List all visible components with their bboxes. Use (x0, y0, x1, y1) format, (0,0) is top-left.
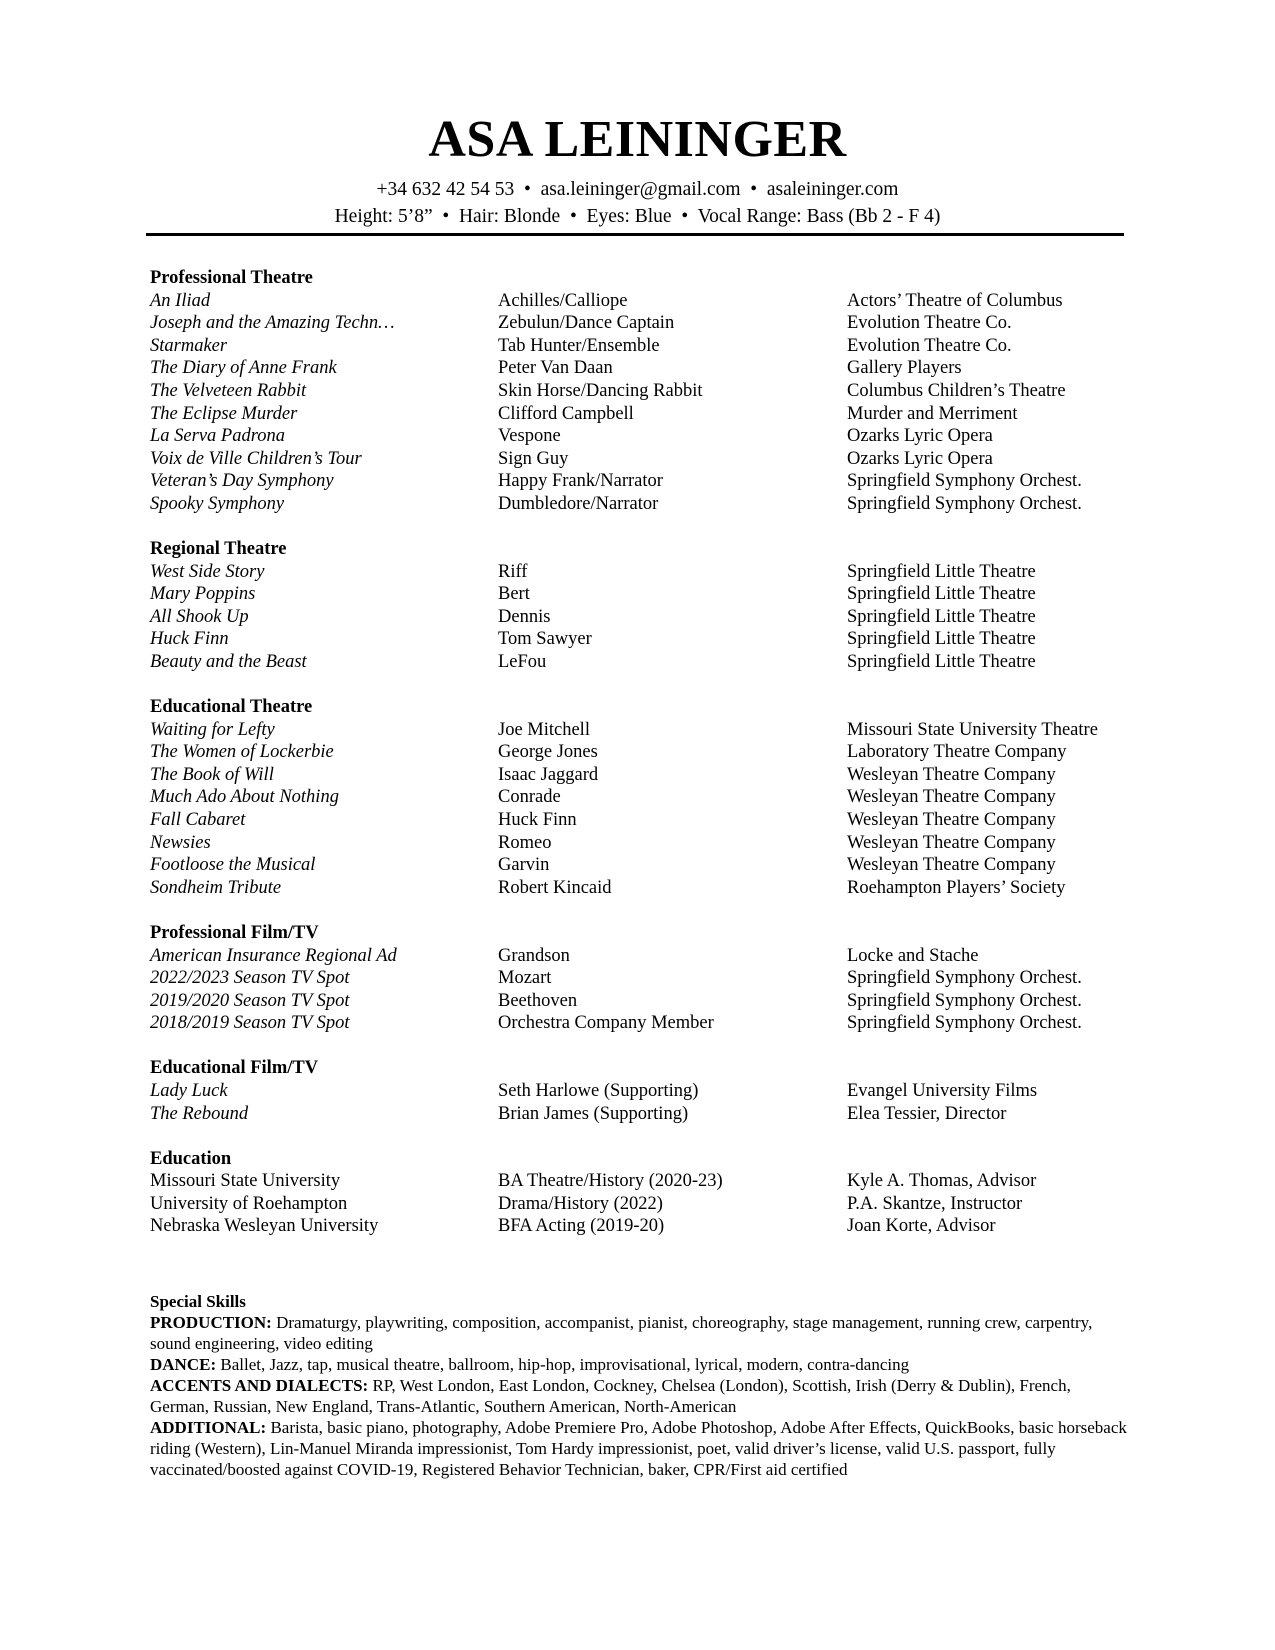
credit-role: George Jones (498, 742, 598, 763)
credit-company: Evangel University Films (847, 1081, 1038, 1101)
vocal-range-stat: Vocal Range: Bass (Bb 2 - F 4) (697, 206, 941, 227)
credit-company: P.A. Skantze, Instructor (847, 1193, 1023, 1214)
credit-section (150, 696, 1130, 899)
skill-label: ADDITIONAL: (150, 1418, 267, 1437)
credit-section (150, 267, 1130, 516)
stats-line (0, 205, 1275, 229)
section-title: Educational Film/TV (150, 1058, 319, 1079)
skill-paragraph (150, 1312, 1130, 1354)
credit-row (150, 448, 1130, 471)
credit-row (150, 357, 1130, 380)
credit-title: The Velveteen Rabbit (150, 380, 307, 401)
credit-title: Joseph and the Amazing Techn… (150, 313, 395, 334)
credit-row (150, 425, 1130, 448)
credit-title: The Diary of Anne Frank (150, 358, 337, 379)
skill-label: ACCENTS AND DIALECTS: (150, 1376, 369, 1395)
credit-title: La Serva Padrona (150, 426, 285, 447)
credit-role: Orchestra Company Member (498, 1013, 714, 1034)
credit-title: Beauty and the Beast (150, 652, 307, 672)
actor-name: ASA LEININGER (428, 111, 847, 168)
credit-row (150, 854, 1130, 877)
credit-role: Tom Sawyer (498, 629, 592, 650)
credit-title: West Side Story (150, 561, 265, 582)
credit-company: Evolution Theatre Co. (847, 313, 1012, 334)
credit-title: University of Roehampton (150, 1193, 348, 1214)
credit-row (150, 628, 1130, 651)
separator-dot: • (681, 206, 689, 227)
credit-company: Joan Korte, Advisor (847, 1216, 996, 1237)
credit-title: Waiting for Lefty (150, 719, 275, 740)
credit-row (150, 809, 1130, 832)
section-title: Educational Theatre (150, 697, 313, 718)
separator-dot: • (750, 179, 758, 200)
credit-row (150, 1215, 1130, 1238)
skill-paragraph (150, 1375, 1130, 1417)
credit-company: Springfield Symphony Orchest. (847, 1013, 1082, 1034)
credit-row (150, 1170, 1130, 1193)
credit-company: Springfield Little Theatre (847, 652, 1036, 672)
credit-role: Beethoven (498, 990, 578, 1011)
skill-text: Ballet, Jazz, tap, musical theatre, ballroom, hip-hop, improvisational, lyrical, modern, contra-dancing (220, 1355, 910, 1374)
skill-label: DANCE: (150, 1355, 217, 1374)
credit-role: Bert (498, 584, 530, 605)
credit-company: Kyle A. Thomas, Advisor (847, 1171, 1037, 1192)
credit-company: Wesleyan Theatre Company (847, 787, 1056, 808)
credit-row (150, 335, 1130, 358)
credit-title: Footloose the Musical (150, 855, 316, 876)
credit-title: The Book of Will (150, 764, 274, 785)
credit-title: Sondheim Tribute (150, 877, 282, 898)
credit-role: Seth Harlowe (Supporting) (498, 1081, 699, 1101)
skill-text: RP, West London, East London, Cockney, Chelsea (London), Scottish, Irish (Derry & Dublin), French, German, Russian, New England, Trans-Atlantic, Southern American, North-American (150, 1376, 1071, 1416)
credit-title: The Eclipse Murder (150, 403, 298, 424)
credit-row (150, 967, 1130, 990)
credit-company: Wesleyan Theatre Company (847, 855, 1056, 876)
credit-title: 2018/2019 Season TV Spot (150, 1013, 350, 1034)
credit-role: Isaac Jaggard (498, 764, 599, 785)
credit-company: Springfield Little Theatre (847, 584, 1036, 605)
credit-company: Springfield Little Theatre (847, 606, 1036, 627)
credit-company: Murder and Merriment (847, 403, 1018, 424)
credit-title: Huck Finn (150, 629, 229, 650)
credit-role: Garvin (498, 855, 550, 876)
separator-dot: • (569, 206, 577, 227)
section-title: Education (150, 1148, 232, 1169)
credit-title: 2022/2023 Season TV Spot (150, 968, 350, 989)
credit-company: Wesleyan Theatre Company (847, 832, 1056, 853)
separator-dot: • (524, 179, 531, 200)
credit-company: Missouri State University Theatre (847, 719, 1098, 740)
eyes-stat: Eyes: Blue (586, 206, 672, 227)
credit-section (150, 922, 1130, 1035)
credit-role: Brian James (Supporting) (498, 1103, 689, 1124)
credit-title: An Iliad (150, 290, 211, 311)
credit-row (150, 312, 1130, 335)
credit-row (150, 583, 1130, 606)
height-stat: Height: 5’8” (334, 206, 433, 227)
credit-row (150, 403, 1130, 426)
credit-role: BFA Acting (2019-20) (498, 1216, 665, 1237)
credit-role: Skin Horse/Dancing Rabbit (498, 380, 703, 401)
credit-role: Romeo (498, 832, 552, 853)
credit-role: Riff (498, 561, 528, 582)
skill-text: Dramaturgy, playwriting, composition, accompanist, pianist, choreography, stage management, running crew, carpentry, sound engineering, video editing (150, 1313, 1093, 1353)
credit-role: Mozart (498, 968, 552, 989)
credit-row (150, 651, 1130, 674)
credit-role: Vespone (498, 426, 561, 447)
credit-company: Springfield Symphony Orchest. (847, 990, 1082, 1011)
credit-title: Starmaker (150, 335, 228, 356)
credit-title: Fall Cabaret (150, 810, 246, 831)
credit-company: Gallery Players (847, 358, 962, 379)
credit-title: 2019/2020 Season TV Spot (150, 990, 350, 1011)
email-address: asa.leininger@gmail.com (540, 179, 741, 200)
credit-company: Roehampton Players’ Society (847, 877, 1066, 898)
credit-title: Mary Poppins (150, 584, 256, 605)
credit-title: Nebraska Wesleyan University (150, 1216, 379, 1237)
credit-title: The Rebound (150, 1103, 249, 1124)
skill-label: PRODUCTION: (150, 1313, 272, 1332)
credit-company: Actors’ Theatre of Columbus (847, 290, 1063, 311)
credit-row (150, 764, 1130, 787)
credit-role: Achilles/Calliope (498, 290, 628, 311)
credit-company: Springfield Little Theatre (847, 561, 1036, 582)
credit-title: All Shook Up (150, 606, 249, 627)
credit-role: Dennis (498, 606, 551, 627)
credit-company: Elea Tessier, Director (847, 1103, 1007, 1124)
credit-company: Springfield Little Theatre (847, 629, 1036, 650)
credit-role: LeFou (498, 652, 547, 672)
credit-section (150, 1148, 1130, 1238)
credit-company: Springfield Symphony Orchest. (847, 471, 1082, 492)
credit-title: Veteran’s Day Symphony (150, 471, 334, 492)
hair-stat: Hair: Blonde (458, 206, 561, 227)
credit-role: Robert Kincaid (498, 877, 612, 898)
credit-row (150, 877, 1130, 900)
credit-company: Wesleyan Theatre Company (847, 810, 1056, 831)
credit-row (150, 1193, 1130, 1216)
contact-line (0, 178, 1275, 202)
credit-role: Drama/History (2022) (498, 1193, 663, 1214)
skill-paragraph (150, 1354, 1130, 1375)
credit-title: The Women of Lockerbie (150, 742, 334, 763)
credit-company: Locke and Stache (847, 945, 979, 966)
special-skills (150, 1291, 1130, 1480)
phone-number: +34 632 42 54 53 (376, 179, 515, 200)
credit-role: Huck Finn (498, 810, 577, 831)
credit-role: Tab Hunter/Ensemble (498, 335, 660, 356)
credit-row (150, 493, 1130, 516)
credit-role: Zebulun/Dance Captain (498, 313, 675, 334)
credit-company: Columbus Children’s Theatre (847, 380, 1066, 401)
skills-items (150, 1312, 1130, 1480)
credit-row (150, 945, 1130, 968)
header-divider (146, 233, 1124, 236)
credit-role: Dumbledore/Narrator (498, 493, 659, 514)
credit-role: Peter Van Daan (498, 358, 613, 379)
credit-company: Wesleyan Theatre Company (847, 764, 1056, 785)
credits-list (150, 267, 1130, 1261)
credit-role: Conrade (498, 787, 561, 808)
separator-dot: • (442, 206, 450, 227)
credit-row (150, 832, 1130, 855)
credit-row (150, 561, 1130, 584)
credit-row (150, 606, 1130, 629)
website: asaleininger.com (766, 179, 899, 200)
credit-row (150, 470, 1130, 493)
credit-row (150, 1012, 1130, 1035)
credit-title: Spooky Symphony (150, 493, 285, 514)
credit-row (150, 741, 1130, 764)
credit-title: American Insurance Regional Ad (150, 945, 397, 966)
credit-title: Missouri State University (150, 1171, 341, 1192)
credit-row (150, 1080, 1130, 1103)
credit-title: Voix de Ville Children’s Tour (150, 448, 362, 469)
credit-company: Springfield Symphony Orchest. (847, 493, 1082, 514)
section-title: Professional Film/TV (150, 922, 319, 943)
credit-row (150, 1103, 1130, 1126)
credit-row (150, 990, 1130, 1013)
skill-text: Barista, basic piano, photography, Adobe Premiere Pro, Adobe Photoshop, Adobe After Effects, QuickBooks, basic horseback riding (Western), Lin-Manuel Miranda impressionist, Tom Hardy impressionist, poet, valid driver’s license, valid U.S. passport, fully vaccinated/boosted against COVID-19, Registered Behavior Technician, baker, CPR/First aid certified (150, 1418, 1127, 1479)
skill-paragraph (150, 1417, 1130, 1480)
credit-company: Springfield Symphony Orchest. (847, 968, 1082, 989)
credit-row (150, 380, 1130, 403)
skills-title: Special Skills (150, 1292, 246, 1311)
credit-role: Joe Mitchell (498, 719, 590, 740)
credit-role: Clifford Campbell (498, 403, 634, 424)
credit-section (150, 538, 1130, 674)
section-title: Professional Theatre (150, 268, 313, 288)
credit-row (150, 290, 1130, 313)
credit-title: Newsies (150, 832, 211, 853)
credit-company: Ozarks Lyric Opera (847, 426, 993, 447)
credit-company: Ozarks Lyric Opera (847, 448, 993, 469)
credit-company: Evolution Theatre Co. (847, 335, 1012, 356)
credit-title: Much Ado About Nothing (150, 787, 339, 808)
credit-role: Grandson (498, 945, 570, 966)
credit-role: Happy Frank/Narrator (498, 471, 663, 492)
credit-row (150, 719, 1130, 742)
credit-role: Sign Guy (498, 448, 569, 469)
section-title: Regional Theatre (150, 539, 287, 560)
credit-section (150, 1057, 1130, 1125)
credit-title: Lady Luck (150, 1081, 228, 1101)
credit-row (150, 786, 1130, 809)
credit-company: Laboratory Theatre Company (847, 742, 1067, 763)
credit-role: BA Theatre/History (2020-23) (498, 1171, 723, 1192)
